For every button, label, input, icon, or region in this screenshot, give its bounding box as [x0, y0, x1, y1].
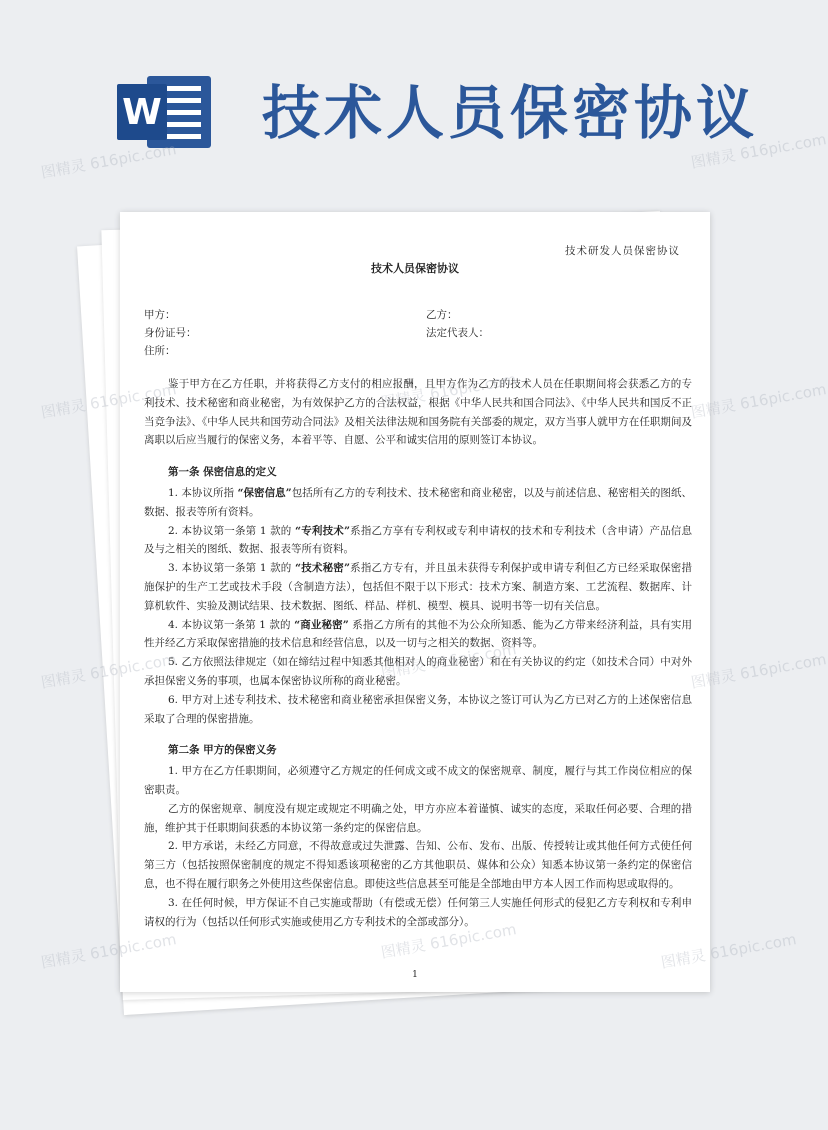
watermark: 图精灵 616pic.com — [659, 930, 798, 972]
watermark: 图精灵 616pic.com — [689, 650, 828, 692]
page-number: 1 — [412, 970, 418, 980]
clause: 3. 在任何时候，甲方保证不自己实施或帮助（有偿或无偿）任何第三人实施任何形式的侵犯乙方专利权和专利申请权的行为（包括以任何形式实施或使用乙方专利技术的全部或部分）。 — [144, 896, 692, 928]
address-label: 住所： — [144, 345, 176, 357]
watermark: 图精灵 616pic.com — [39, 140, 178, 182]
preamble: 鉴于甲方在乙方任职，并将获得乙方支付的相应报酬，且甲方作为乙方的技术人员在任职期间将会获悉乙方的专利技术、技术秘密和商业秘密，为有效保护乙方的合法权益，根据《中华人民共和国合同法》、《中华人民共和国反不正当竞争法》、《中华人民共和国劳动合同法》及相关法律法规和国务院有关部委的规定，双方当事人就甲方在任职期间及离职以后应当履行的保密义务，本着平等、自愿、公平和诚实信用的原则签订本协议。 — [144, 378, 692, 447]
keyword: “商业秘密” — [294, 618, 349, 631]
banner-title: 技术人员保密协议 — [262, 79, 759, 147]
watermark: 图精灵 616pic.com — [689, 130, 828, 172]
page-header: 技术研发人员保密协议 — [565, 245, 680, 257]
clause: 2. 甲方承诺，未经乙方同意，不得故意或过失泄露、告知、公布、发布、出版、传授转让或其他任何方式使任何第三方（包括按照保密制度的规定不得知悉该项秘密的乙方其他职员、媒体和公众）知悉本协议第一条约定的保密信息，也不得在履行职务之外使用这些保密信息。即使这些信息甚至可能是全部地由甲方本人因工作而构思或取得的。 — [144, 840, 692, 890]
watermark: 图精灵 616pic.com — [39, 650, 178, 692]
clause: 2. 本协议第一条第 1 款的 “专利技术”系指乙方享有专利权或专利申请权的技术和专利技术（含申请）产品信息及与之相关的图纸、数据、报表等所有资料。 — [144, 524, 692, 556]
clause: 3. 本协议第一条第 1 款的 “技术秘密”系指乙方专有，并且虽未获得专利保护或申请专利但乙方已经采取保密措施保护的生产工艺或技术手段（含制造方法），包括但不限于以下形式：技术方案、制造方案、工艺流程、数据库、计算机软件、实验及测试结果、技术数据、图纸、样品、样机、模型、模具、说明书等一切有关信息。 — [144, 562, 692, 612]
section-heading: 第二条 甲方的保密义务 — [168, 744, 277, 757]
banner — [0, 0, 800, 200]
keyword: “保密信息” — [237, 486, 292, 499]
document-body — [144, 375, 692, 931]
document-page — [120, 212, 710, 992]
id-number-label: 身份证号： — [144, 327, 197, 339]
word-doc-icon — [117, 74, 213, 150]
clause: 1. 甲方在乙方任职期间，必须遵守乙方规定的任何成文或不成文的保密规章、制度，履行与其工作岗位相应的保密职责。 — [144, 765, 692, 796]
watermark: 图精灵 616pic.com — [379, 370, 518, 412]
keyword: “技术秘密” — [294, 562, 350, 575]
watermark: 图精灵 616pic.com — [39, 930, 178, 972]
section-heading: 第一条 保密信息的定义 — [168, 466, 277, 479]
paragraph: 乙方的保密规章、制度没有规定或规定不明确之处，甲方亦应本着谨慎、诚实的态度，采取任何必要、合理的措施，维护其于任职期间获悉的本协议第一条约定的保密信息。 — [144, 802, 692, 834]
clause: 4. 本协议第一条第 1 款的 “商业秘密” 系指乙方所有的其他不为公众所知悉、能为乙方带来经济利益，具有实用性并经乙方采取保密措施的技术信息和经营信息，以及一切与之相关的数据、资料等。 — [144, 618, 692, 650]
keyword: “专利技术” — [294, 524, 350, 537]
document-title: 技术人员保密协议 — [371, 262, 459, 275]
clause: 6. 甲方对上述专利技术、技术秘密和商业秘密承担保密义务，本协议之签订可认为乙方已对乙方的上述保密信息采取了合理的保密措施。 — [144, 693, 692, 725]
watermark: 图精灵 616pic.com — [379, 920, 518, 962]
watermark: 图精灵 616pic.com — [39, 380, 178, 422]
clause: 5. 乙方依照法律规定（如在缔结过程中知悉其他相对人的商业秘密）和在有关协议的约定（如技术合同）中对外承担保密义务的事项，也属本保密协议所称的商业秘密。 — [144, 656, 692, 687]
watermark: 图精灵 616pic.com — [379, 640, 518, 682]
party-a-label: 甲方： — [144, 309, 176, 321]
party-b-label: 乙方： — [426, 309, 458, 321]
watermark: 图精灵 616pic.com — [689, 380, 828, 422]
clause: 1. 本协议所指 “保密信息”包括所有乙方的专利技术、技术秘密和商业秘密，以及与前述信息、秘密相关的图纸、数据、报表等所有资料。 — [144, 486, 692, 518]
legal-rep-label: 法定代表人： — [426, 327, 489, 339]
logo-letter: W — [122, 92, 162, 133]
